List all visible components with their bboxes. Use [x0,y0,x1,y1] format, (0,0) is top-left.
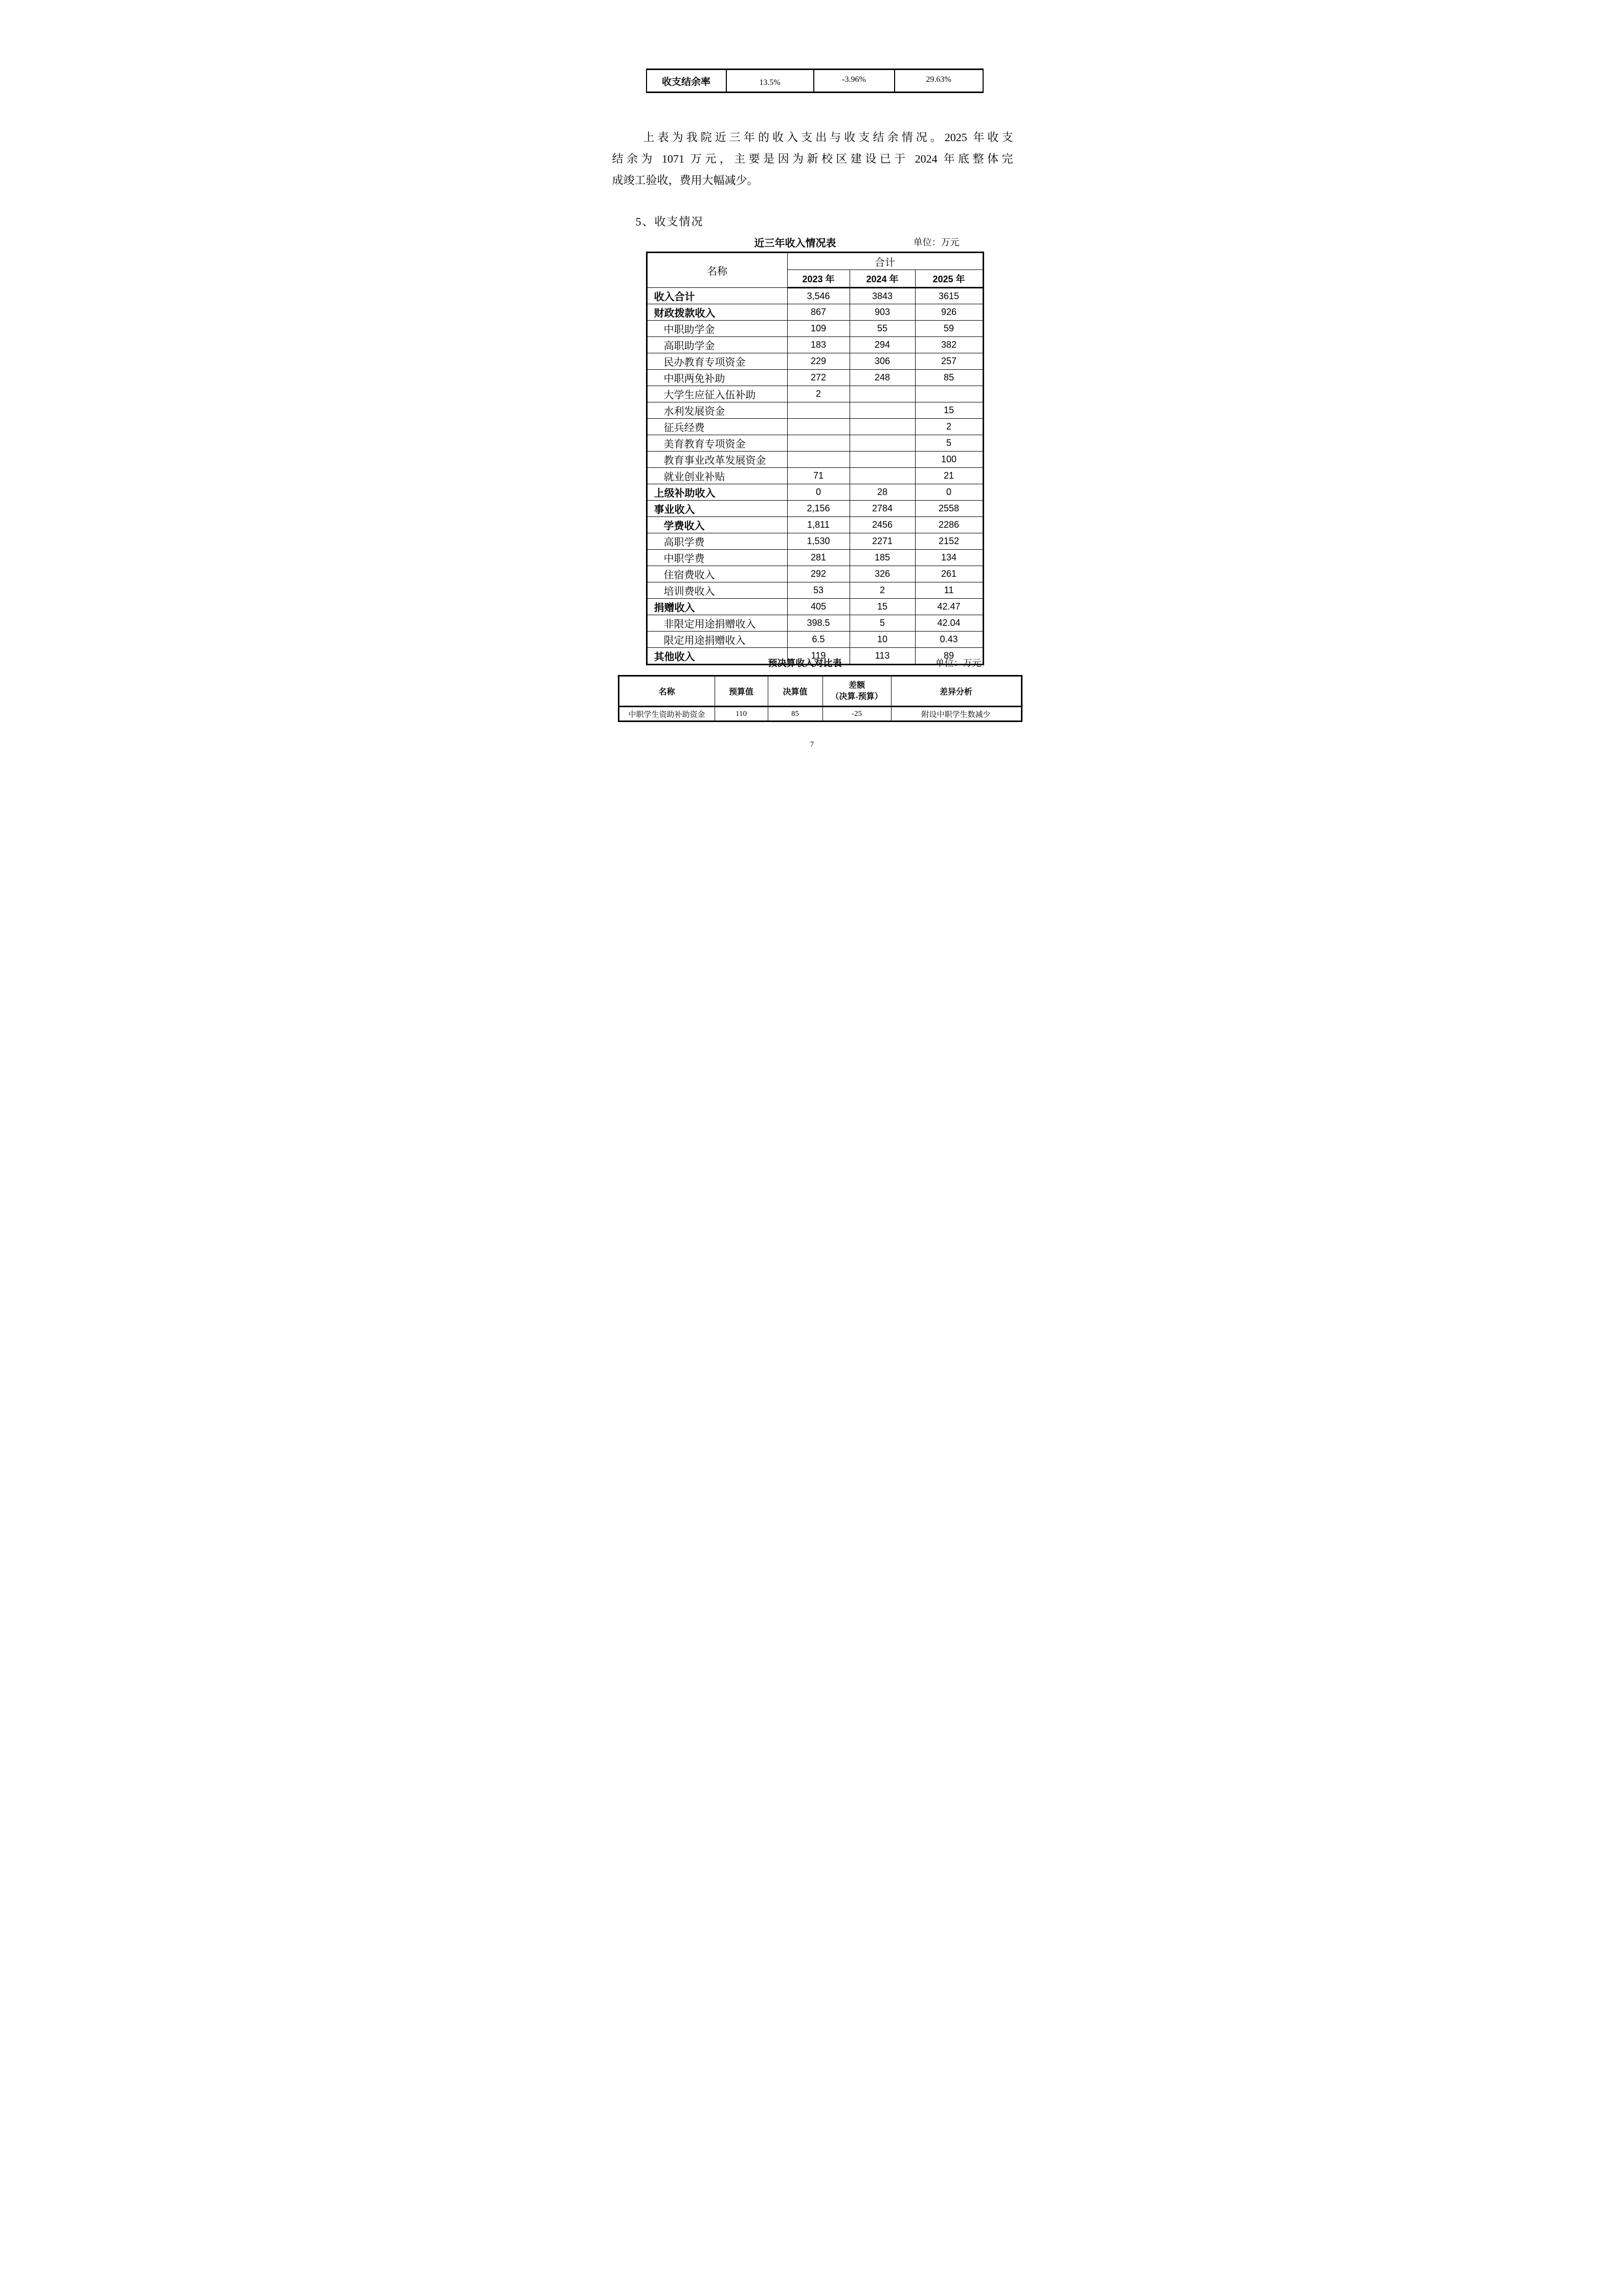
table-row [647,435,983,452]
value-cell: 10 [850,632,915,648]
compare-table [618,675,1022,722]
table-row [647,632,983,648]
value-cell: 2,156 [787,501,850,517]
diff-header-line2: （决算-预算） [831,692,883,701]
value-cell [850,419,915,435]
document-page [531,0,1094,796]
value-cell [787,452,850,468]
row-label-cell: 大学生应征入伍补助 [647,386,787,402]
value-cell: 113 [850,648,915,665]
table-row [647,468,983,484]
row-label-cell: 限定用途捐赠收入 [647,632,787,648]
row-label-cell: 捐赠收入 [647,599,787,615]
value-cell: 2 [787,386,850,402]
value-cell: 2152 [915,533,983,550]
value-cell: 53 [787,582,850,599]
value-cell: 257 [915,353,983,370]
table-row [647,517,983,533]
value-cell: 272 [787,370,850,386]
value-cell: 0 [787,484,850,501]
table-header-row [647,253,983,270]
row-label-cell: 高职学费 [647,533,787,550]
balance-rate-table [646,69,983,93]
table-row [647,70,983,93]
value-cell: 55 [850,321,915,337]
value-cell [850,452,915,468]
value-cell: 3,546 [787,288,850,304]
row-label-cell: 培训费收入 [647,582,787,599]
value-cell: 926 [915,304,983,321]
value-cell: 183 [787,337,850,353]
value-cell: 1,811 [787,517,850,533]
value-cell: 11 [915,582,983,599]
value-cell: 2271 [850,533,915,550]
value-cell: 405 [787,599,850,615]
table-row [647,386,983,402]
table-row [647,288,983,304]
value-cell: 110 [715,707,768,722]
value-cell: 42.47 [915,599,983,615]
section-heading: 5、收支情况 [635,215,704,228]
name-header-cell: 名称 [647,253,787,288]
value-cell [915,386,983,402]
value-cell: 2 [850,582,915,599]
income-table [646,252,984,665]
compare-table-unit-label: 单位：万元 [935,658,982,668]
table-row [647,419,983,435]
row-label-cell: 收入合计 [647,288,787,304]
value-cell: 15 [850,599,915,615]
row-label-cell: 中职助学金 [647,321,787,337]
value-cell: 109 [787,321,850,337]
value-cell [787,419,850,435]
year-header-cell: 2023 年 [787,270,850,288]
row-label-cell: 非限定用途捐赠收入 [647,615,787,632]
budget-header-cell: 预算值 [715,676,768,707]
table-row [647,337,983,353]
value-cell: 29.63% [895,70,983,93]
value-cell: 261 [915,566,983,582]
paragraph-line: 成竣工验收，费用大幅减少。 [612,174,759,187]
final-header-cell: 决算值 [768,676,822,707]
value-cell: 85 [915,370,983,386]
value-cell: 15 [915,402,983,419]
value-cell: 903 [850,304,915,321]
compare-table-title: 预决算收入对比表 [768,658,842,668]
row-label-cell: 教育事业改革发展资金 [647,452,787,468]
table-row [647,615,983,632]
value-cell: 71 [787,468,850,484]
table-row [647,484,983,501]
table-row [647,566,983,582]
value-cell: 3615 [915,288,983,304]
total-group-header-cell: 合计 [787,253,983,270]
value-cell: 326 [850,566,915,582]
table-row [647,304,983,321]
value-cell [850,435,915,452]
value-cell: 2784 [850,501,915,517]
page-number: 7 [810,740,814,749]
compare-table-grid [618,675,1022,722]
row-label-cell: 学费收入 [647,517,787,533]
value-cell: 398.5 [787,615,850,632]
table-row [647,402,983,419]
diff-header-cell [822,676,891,707]
value-cell: 0 [915,484,983,501]
value-cell [787,435,850,452]
year-header-cell: 2024 年 [850,270,915,288]
value-cell: 89 [915,648,983,665]
value-cell: 1,530 [787,533,850,550]
row-label-cell: 水利发展资金 [647,402,787,419]
value-cell: 85 [768,707,822,722]
income-table-unit-label: 单位：万元 [913,237,960,247]
value-cell: -25 [822,707,891,722]
diff-header-line1: 差额 [848,681,865,690]
table-row [618,707,1021,722]
row-label-cell: 高职助学金 [647,337,787,353]
row-label-cell: 财政拨款收入 [647,304,787,321]
value-cell: 292 [787,566,850,582]
value-cell: 100 [915,452,983,468]
value-cell: 3843 [850,288,915,304]
table-header-row [618,676,1021,707]
table-row [647,501,983,517]
value-cell: 229 [787,353,850,370]
table-row [647,370,983,386]
value-cell: 248 [850,370,915,386]
balance-rate-table-grid [646,69,984,93]
value-cell: 119 [787,648,850,665]
paragraph-line: 上表为我院近三年的收入支出与收支结余情况。2025 年收支 [643,131,1013,144]
income-table-title: 近三年收入情况表 [754,238,836,249]
value-cell [850,468,915,484]
row-label-cell: 收支结余率 [647,70,726,93]
value-cell: 59 [915,321,983,337]
value-cell: 2456 [850,517,915,533]
analysis-header-cell: 差异分析 [891,676,1021,707]
table-row [647,582,983,599]
value-cell: 21 [915,468,983,484]
income-table-grid [646,252,984,665]
row-label-cell: 中职学费 [647,550,787,566]
value-cell: 28 [850,484,915,501]
value-cell: 867 [787,304,850,321]
value-cell: 134 [915,550,983,566]
row-label-cell: 其他收入 [647,648,787,665]
row-label-cell: 中职两免补助 [647,370,787,386]
value-cell: 2286 [915,517,983,533]
value-cell: 294 [850,337,915,353]
value-cell: 6.5 [787,632,850,648]
value-cell: 13.5% [726,70,814,93]
table-row [647,452,983,468]
row-label-cell: 美育教育专项资金 [647,435,787,452]
row-label-cell: 中职学生资助补助资金 [618,707,715,722]
value-cell: 185 [850,550,915,566]
paragraph-line: 结余为 1071 万元，主要是因为新校区建设已于 2024 年底整体完 [612,152,1013,165]
value-cell: 0.43 [915,632,983,648]
name-header-cell: 名称 [618,676,715,707]
value-cell: 2558 [915,501,983,517]
analysis-cell: 附设中职学生数减少 [891,707,1021,722]
income-table-body [647,288,983,665]
row-label-cell: 就业创业补贴 [647,468,787,484]
row-label-cell: 上级补助收入 [647,484,787,501]
table-row [647,533,983,550]
value-cell: 5 [915,435,983,452]
row-label-cell: 住宿费收入 [647,566,787,582]
table-row [647,353,983,370]
value-cell: 42.04 [915,615,983,632]
row-label-cell: 事业收入 [647,501,787,517]
row-label-cell: 民办教育专项资金 [647,353,787,370]
value-cell: 5 [850,615,915,632]
table-row [647,550,983,566]
year-header-cell: 2025 年 [915,270,983,288]
value-cell: 2 [915,419,983,435]
value-cell [850,402,915,419]
value-cell: 306 [850,353,915,370]
value-cell: 382 [915,337,983,353]
table-row [647,599,983,615]
table-row [647,321,983,337]
value-cell [787,402,850,419]
value-cell: -3.96% [814,70,895,93]
value-cell: 281 [787,550,850,566]
body-paragraph [612,127,1013,191]
row-label-cell: 征兵经费 [647,419,787,435]
value-cell [850,386,915,402]
